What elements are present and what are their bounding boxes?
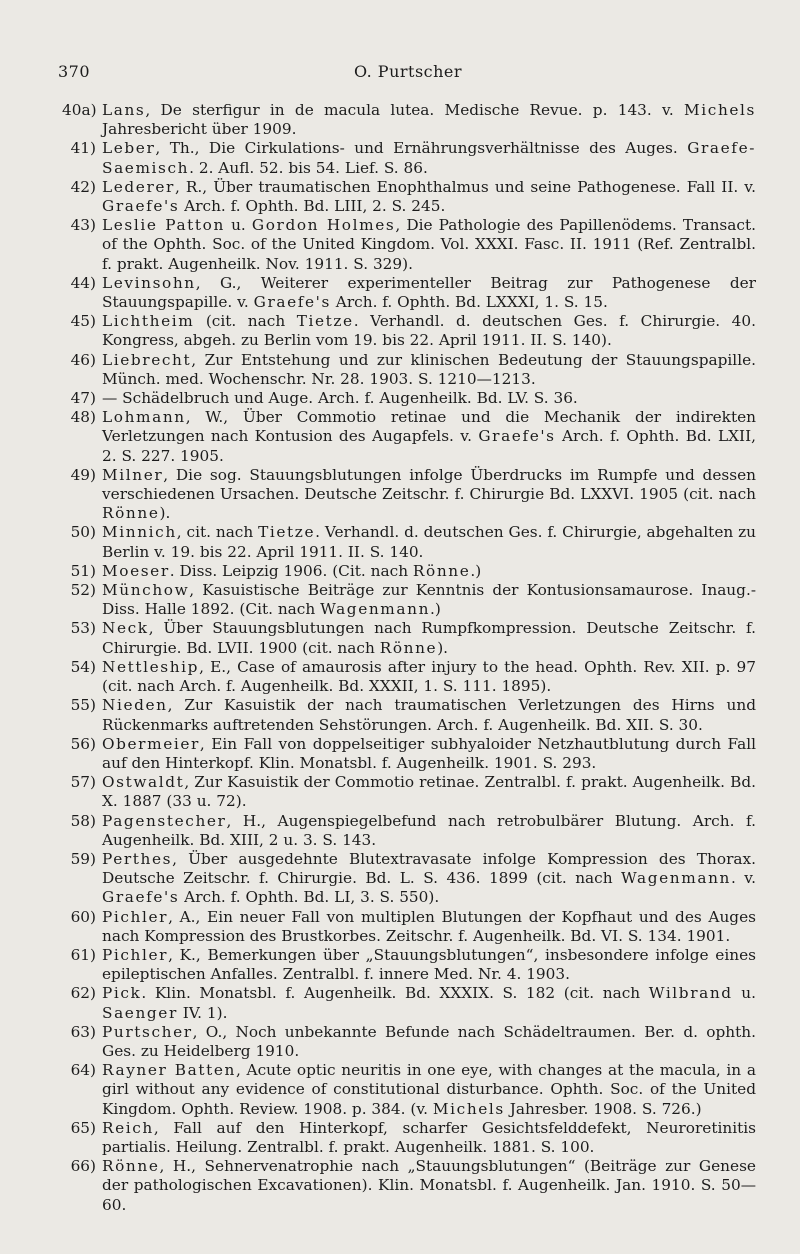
reference-number: 45)	[70, 312, 96, 331]
reference-segment: , Ein Fall von doppelseitiger subhyaloider Netzhautblutung durch Fall auf den Hinterkopf. Klin. Monatsbl. f. Augenheilk. 1901. S. 293.	[102, 734, 756, 772]
reference-entry	[62, 178, 756, 216]
reference-number: 59)	[70, 849, 96, 868]
reference-segment: , R., Über traumatischen Enophthalmus und seine Pathogenese. Fall II. v.	[174, 177, 756, 196]
reference-number: 56)	[70, 734, 96, 753]
reference-segment: , A., Ein neuer Fall von multiplen Blutungen der Kopfhaut und des Auges nach Kompression des Brustkorbes. Zeitschr. f. Augenheilk. Bd. VI. S. 134. 1901.	[102, 907, 756, 945]
author-name: Lederer	[102, 177, 175, 196]
reference-segment: , Zur Entstehung und zur klinischen Bedeutung der Stauungspapille. Münch. med. Wochenschr. Nr. 28. 1903. S. 1210—1213.	[102, 350, 756, 388]
reference-segment: , H., Sehnervenatrophie nach „Stauungsblutungen“ (Beiträge zur Genese der pathologischen Excavationen). Klin. Monatsbl. f. Augenheilk. Jan. 1910. S. 50—60.	[102, 1157, 756, 1214]
reference-text	[102, 619, 756, 657]
reference-text	[102, 312, 756, 350]
reference-segment: , Zur Kasuistik der nach traumatischen Verletzungen des Hirns und Rückenmarks auftretenden Sehstörungen. Arch. f. Augenheilk. Bd. XII. S. 30.	[102, 696, 756, 734]
reference-text	[102, 562, 756, 581]
reference-list	[62, 101, 756, 1215]
author-name: Moeser	[102, 561, 170, 580]
reference-segment: . Verhandl. d. deutschen Ges. f. Chirurgie. 40. Kongress, abgeh. zu Berlin vom 19. bis 22. April 1911. II. S. 140).	[102, 312, 756, 350]
reference-segment: — Schädelbruch und Auge. Arch. f. Augenheilk. Bd. LV. S. 36.	[102, 389, 578, 408]
reference-segment: Jahresbericht über 1909.	[102, 120, 297, 139]
author-name: Milner	[102, 465, 164, 484]
author-name: Reich	[102, 1118, 154, 1137]
page-header	[58, 62, 758, 86]
reference-segment: , O., Noch unbekannte Befunde nach Schädeltraumen. Ber. d. ophth. Ges. zu Heidelberg 1910.	[102, 1022, 756, 1060]
reference-segment: , H., Augenspiegelbefund nach retrobulbärer Blutung. Arch. f. Augenheilk. Bd. XIII, 2 u. 3. S. 143.	[102, 811, 756, 849]
reference-entry	[62, 658, 756, 696]
reference-entry	[62, 466, 756, 524]
reference-number: 42)	[70, 177, 96, 196]
reference-entry	[62, 408, 756, 466]
author-name: Liebrecht	[102, 350, 192, 369]
reference-text	[102, 812, 756, 850]
reference-number: 43)	[70, 216, 96, 235]
reference-number: 60)	[70, 907, 96, 926]
reference-text	[102, 908, 756, 946]
reference-entry	[62, 1023, 756, 1061]
author-name: Graefe's	[478, 427, 556, 446]
reference-text	[102, 1119, 756, 1157]
reference-number: 64)	[70, 1061, 96, 1080]
author-name: Rayner Batten	[102, 1061, 236, 1080]
reference-segment: IV. 1).	[177, 1003, 228, 1022]
reference-segment: . 2. Aufl. 52. bis 54. Lief. S. 86.	[189, 158, 428, 177]
author-name: Pick	[102, 984, 142, 1003]
author-name: Perthes	[102, 849, 173, 868]
reference-entry	[62, 812, 756, 850]
reference-text	[102, 523, 756, 561]
author-name: Graefe's	[102, 197, 180, 216]
reference-text	[102, 274, 756, 312]
reference-segment: , Acute optic neuritis in one eye, with changes at the macula, in a girl without any evidence of constitutional disturbance. Ophth. Soc. of the United Kingdom. Ophth. Review. 1908. p. 384. (v.	[102, 1061, 756, 1118]
reference-segment: Arch. f. Ophth. Bd. LXXXI, 1. S. 15.	[330, 293, 608, 312]
reference-text	[102, 216, 756, 274]
reference-number: 54)	[70, 657, 96, 676]
reference-text	[102, 696, 756, 734]
reference-text	[102, 581, 756, 619]
reference-segment: . v.	[731, 869, 756, 888]
author-name: Neck	[102, 619, 149, 638]
reference-entry	[62, 773, 756, 811]
reference-segment: .)	[470, 561, 482, 580]
author-name: Münchow	[102, 581, 190, 600]
reference-segment: , Über Stauungsblutungen nach Rumpfkompression. Deutsche Zeitschr. f. Chirurgie. Bd. LVII. 1900 (cit. nach	[102, 619, 756, 657]
reference-entry	[62, 908, 756, 946]
reference-segment: , E., Case of amaurosis after injury to the head. Ophth. Rev. XII. p. 97 (cit. nach Arch. f. Augenheilk. Bd. XXXII, 1. S. 111. 1895).	[102, 657, 756, 696]
author-name: Tietze	[296, 312, 354, 331]
page-number: 370	[58, 62, 91, 81]
reference-segment: u.	[224, 216, 252, 235]
author-name: Lans	[102, 101, 146, 119]
reference-number: 47)	[70, 389, 96, 408]
reference-number: 46)	[70, 350, 96, 369]
author-name: Saenger	[102, 1003, 178, 1022]
reference-segment: . Klin. Monatsbl. f. Augenheilk. Bd. XXXIX. S. 182 (cit. nach	[141, 984, 649, 1003]
author-name: Minnich	[102, 523, 177, 542]
author-name: Michels	[684, 101, 756, 119]
reference-number: 57)	[70, 773, 96, 792]
author-name: Tietze	[258, 523, 316, 542]
reference-entry	[62, 351, 756, 389]
running-head: O. Purtscher	[353, 62, 463, 81]
reference-entry	[62, 1061, 756, 1119]
reference-text	[102, 658, 756, 696]
reference-entry	[62, 523, 756, 561]
author-name: Lohmann	[102, 408, 186, 427]
reference-segment: , Th., Die Cirkulations- und Ernährungsverhältnisse des Auges.	[155, 139, 688, 158]
reference-entry	[62, 850, 756, 908]
reference-segment: , Kasuistische Beiträge zur Kenntnis der Kontusionsamaurose. Inaug.-Diss. Halle 1892. (Cit. nach	[102, 581, 756, 619]
author-name: Wagenmann	[320, 600, 431, 619]
reference-entry	[62, 984, 756, 1022]
author-name: Leslie Patton	[102, 216, 225, 235]
reference-entry	[62, 389, 756, 408]
reference-text	[102, 408, 756, 466]
reference-entry	[62, 1119, 756, 1157]
reference-number: 65)	[70, 1118, 96, 1137]
reference-segment: . Verhandl. d. deutschen Ges. f. Chirurgie, abgehalten zu Berlin v. 19. bis 22. April 1911. II. S. 140.	[102, 523, 756, 561]
author-name: Pichler	[102, 945, 169, 964]
reference-text	[102, 1061, 756, 1119]
reference-text	[102, 389, 756, 408]
reference-segment: Jahresber. 1908. S. 726.)	[504, 1099, 702, 1118]
reference-segment: .)	[430, 600, 441, 619]
reference-text	[102, 773, 756, 811]
reference-segment: , W., Über Commotio retinae und die Mechanik der indirekten Verletzungen nach Kontusion des Augapfels. v.	[102, 408, 756, 446]
reference-text	[102, 1157, 756, 1215]
author-name: Pichler	[102, 907, 169, 926]
reference-text	[102, 984, 756, 1022]
author-name: Levinsohn	[102, 273, 196, 292]
reference-entry	[62, 946, 756, 984]
author-name: Rönne	[102, 504, 160, 523]
reference-segment: ).	[159, 504, 171, 523]
reference-number: 40a)	[62, 101, 97, 119]
reference-text	[102, 351, 756, 389]
reference-number: 44)	[70, 273, 96, 292]
reference-number: 50)	[70, 523, 96, 542]
reference-number: 51)	[70, 561, 96, 580]
reference-entry	[62, 312, 756, 350]
reference-segment: ).	[437, 638, 449, 657]
reference-number: 66)	[70, 1157, 96, 1176]
reference-text	[102, 735, 756, 773]
reference-segment: Arch. f. Ophth. Bd. LXII, 2. S. 227. 1905.	[102, 427, 757, 465]
reference-entry	[62, 619, 756, 657]
author-name: Graefe's	[253, 293, 331, 312]
author-name: Graefe-Saemisch	[102, 139, 756, 177]
reference-text	[102, 1023, 756, 1061]
reference-segment: , K., Bemerkungen über „Stauungsblutungen“, insbesondere infolge eines epileptischen Anfalles. Zentralbl. f. innere Med. Nr. 4. 1903.	[102, 945, 756, 984]
reference-text	[102, 850, 756, 908]
reference-entry	[62, 274, 756, 312]
reference-entry	[62, 562, 756, 581]
reference-segment: Arch. f. Ophth. Bd. LIII, 2. S. 245.	[179, 197, 446, 216]
author-name: Rönne	[102, 1157, 160, 1176]
reference-segment: . Diss. Leipzig 1906. (Cit. nach	[169, 561, 413, 580]
author-name: Rönne	[379, 638, 438, 657]
reference-number: 53)	[70, 619, 96, 638]
reference-segment: , Zur Kasuistik der Commotio retinae. Zentralbl. f. prakt. Augenheilk. Bd. X. 1887 (33 u. 72).	[102, 773, 756, 811]
reference-number: 52)	[70, 581, 96, 600]
author-name: Lichtheim	[102, 312, 195, 331]
reference-entry	[62, 139, 756, 177]
reference-segment: , Die sog. Stauungsblutungen infolge Überdrucks im Rumpfe und dessen verschiedenen Ursachen. Deutsche Zeitschr. f. Chirurgie Bd. LXXVI. 1905 (cit. nach	[102, 465, 756, 504]
reference-segment: , De sterfigur in de macula lutea. Medische Revue. p. 143. v.	[145, 101, 685, 119]
reference-entry	[62, 1157, 756, 1215]
reference-segment: , Die Pathologie des Papillenödems. Transact. of the Ophth. Soc. of the United Kingdom. Vol. XXXI. Fasc. II. 1911 (Ref. Zentralbl. f. prakt. Augenheilk. Nov. 1911. S. 329).	[102, 216, 756, 273]
reference-number: 48)	[70, 408, 96, 427]
author-name: Wilbrand	[648, 984, 733, 1003]
author-name: Michels	[432, 1099, 505, 1118]
author-name: Nettleship	[102, 657, 200, 676]
reference-entry	[62, 101, 756, 139]
reference-segment: , cit. nach	[176, 523, 259, 542]
author-name: Gordon Holmes	[251, 216, 396, 235]
author-name: Nieden	[102, 696, 168, 715]
reference-segment: , Über ausgedehnte Blutextravasate infolge Kompression des Thorax. Deutsche Zeitschr. f. Chirurgie. Bd. L. S. 436. 1899 (cit. nach	[102, 849, 756, 888]
reference-number: 61)	[70, 945, 96, 964]
reference-number: 49)	[70, 465, 96, 484]
reference-text	[102, 178, 756, 216]
reference-number: 63)	[70, 1022, 96, 1041]
reference-number: 55)	[70, 696, 96, 715]
author-name: Rönne	[412, 561, 471, 580]
reference-segment: , Fall auf den Hinterkopf, scharfer Gesichtsfelddefekt, Neuroretinitis partialis. Heilung. Zentralbl. f. prakt. Augenheilk. 1881. S. 100.	[102, 1118, 756, 1156]
author-name: Purtscher	[102, 1022, 193, 1041]
author-name: Wagenmann	[621, 869, 731, 888]
reference-entry	[62, 735, 756, 773]
reference-text	[102, 466, 756, 524]
reference-text	[102, 139, 756, 177]
author-name: Pagenstecher	[102, 811, 227, 830]
author-name: Graefe's	[102, 888, 180, 907]
reference-entry	[62, 216, 756, 274]
reference-segment: (cit. nach	[194, 312, 297, 331]
reference-text	[102, 101, 756, 139]
reference-segment: Arch. f. Ophth. Bd. LI, 3. S. 550).	[179, 888, 440, 907]
reference-number: 58)	[70, 811, 96, 830]
reference-entry	[62, 696, 756, 734]
author-name: Ostwaldt	[102, 773, 185, 792]
reference-entry	[62, 581, 756, 619]
author-name: Obermeier	[102, 734, 200, 753]
reference-segment: u.	[732, 984, 756, 1003]
author-name: Leber	[102, 139, 156, 158]
reference-number: 41)	[70, 139, 96, 158]
reference-segment: , G., Weiterer experimenteller Beitrag zur Pathogenese der Stauungspapille. v.	[102, 273, 756, 312]
reference-number: 62)	[70, 984, 96, 1003]
reference-text	[102, 946, 756, 984]
